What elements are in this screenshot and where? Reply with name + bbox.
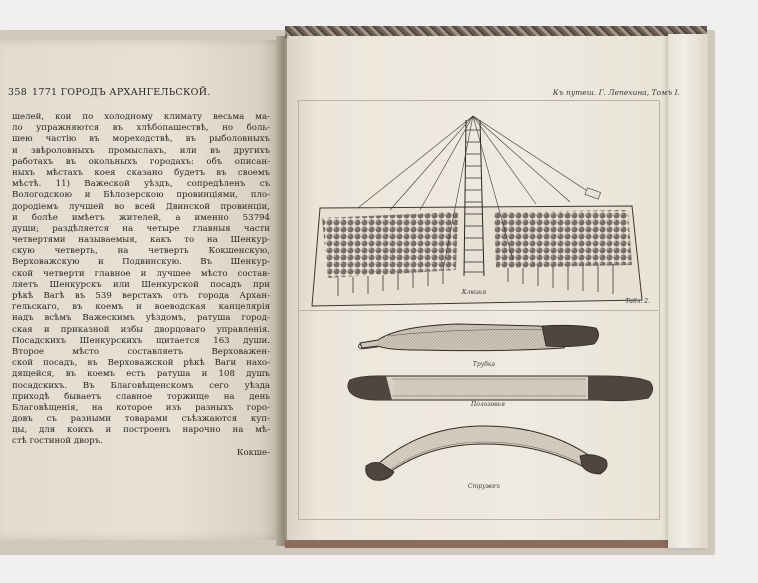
snare-net-figure <box>312 116 642 306</box>
text-line: скую четверть, на четверть Кокшенскую, <box>12 246 270 257</box>
text-line: цы, для коихъ и построенъ нарочно на мѣ- <box>12 425 270 436</box>
text-line: ская и приказной избы дворцоваго управленія. <box>12 324 270 335</box>
figure-3-caption: Полозовья <box>471 401 505 408</box>
catchword: Кокше- <box>236 447 270 458</box>
text-line: ской четверти главное и лучшее мѣсто состав- <box>12 268 270 279</box>
running-title: 1771 ГОРОДЪ АРХАНГЕЛЬСКОЙ. <box>32 87 211 98</box>
figure-1-caption: Клюзья <box>461 289 487 296</box>
text-line: приходѣ бываетъ славное торжище на день <box>12 391 270 402</box>
text-line: четвертями называемыя, какъ то на Шенкур- <box>12 235 270 246</box>
text-line: дящейся, въ коемъ есть ратуша и 108 душъ <box>12 369 270 380</box>
text-line: ляетъ Шенкурскъ или Шенкурской посадъ при <box>12 279 270 290</box>
running-head <box>8 87 270 98</box>
text-line: стѣ гостиной дворъ. <box>12 436 103 447</box>
text-line: шею частію въ мореходствѣ, въ рыболовныхъ <box>12 134 270 145</box>
text-line: посадскихъ. Въ Благовѣщенскомъ сего уѣзда <box>12 380 270 391</box>
text-line: надъ всѣмъ Важескимъ уѣздомъ, ратуша город- <box>12 313 270 324</box>
body-text <box>12 112 270 459</box>
page-number: 358 <box>8 87 28 98</box>
text-line: мѣстѣ. 11) Важеской уѣздъ, сопредѣленъ съ <box>12 179 270 190</box>
text-line: Второе мѣсто составляетъ Верховажен- <box>12 346 270 357</box>
text-line: Вологодскою и Бѣлозерскою провинціями, пло- <box>12 190 270 201</box>
folded-plate-edge <box>668 34 708 548</box>
text-line: гельскаго, въ коемъ и воеводская канцелярія <box>12 302 270 313</box>
sledge-runner-figure-1 <box>358 324 598 351</box>
curved-runner-figure <box>366 426 607 480</box>
text-line: Верховажскую и Подвинскую. Въ Шенкур- <box>12 257 270 268</box>
text-line: души; раздѣляется на четыре главныя части <box>12 223 270 234</box>
text-line: и болѣе имѣетъ жителей, а именно 53794 <box>12 212 270 223</box>
text-line: работахъ въ окольныхъ городахъ: объ опиcан- <box>12 156 270 167</box>
text-line: довъ съ разными товарами съѣзжаются куп- <box>12 414 270 425</box>
figure-4-caption: Стружеъ <box>468 483 500 490</box>
text-line: Благовѣщенія, на которое изъ разныхъ горо- <box>12 402 270 413</box>
text-line: и звѣроловныхъ промыслахъ, или въ другихъ <box>12 145 270 156</box>
figure-2-caption: Трубка <box>472 361 496 368</box>
text-line: ныхъ мѣстахъ коея сказано будетъ въ своемъ <box>12 167 270 178</box>
text-line: ло упражняются въ хлѣбопашествѣ, но боль- <box>12 123 270 134</box>
sledge-runner-figure-2 <box>348 376 653 401</box>
text-line: шелей, кои по холодному климату весьма ма- <box>12 112 270 122</box>
text-line: ской посадъ, въ Верховажской рѣкѣ Ваги нахо- <box>12 358 270 369</box>
engraved-plate <box>298 100 660 520</box>
text-line: дородіемъ лучшей во всей Двинской провинціи, <box>12 201 270 212</box>
book-cover-bottom <box>285 540 705 548</box>
plate-heading: Къ путеш. Г. Лепехина, Томъ I. <box>552 88 680 97</box>
text-line: рѣкѣ Вагѣ въ 539 верстахъ отъ города Архан- <box>12 291 270 301</box>
text-line: Посадскихъ Шенкурскихъ щитается 163 души. <box>12 335 270 346</box>
figure-plate-label: Табл. 2. <box>625 298 650 305</box>
